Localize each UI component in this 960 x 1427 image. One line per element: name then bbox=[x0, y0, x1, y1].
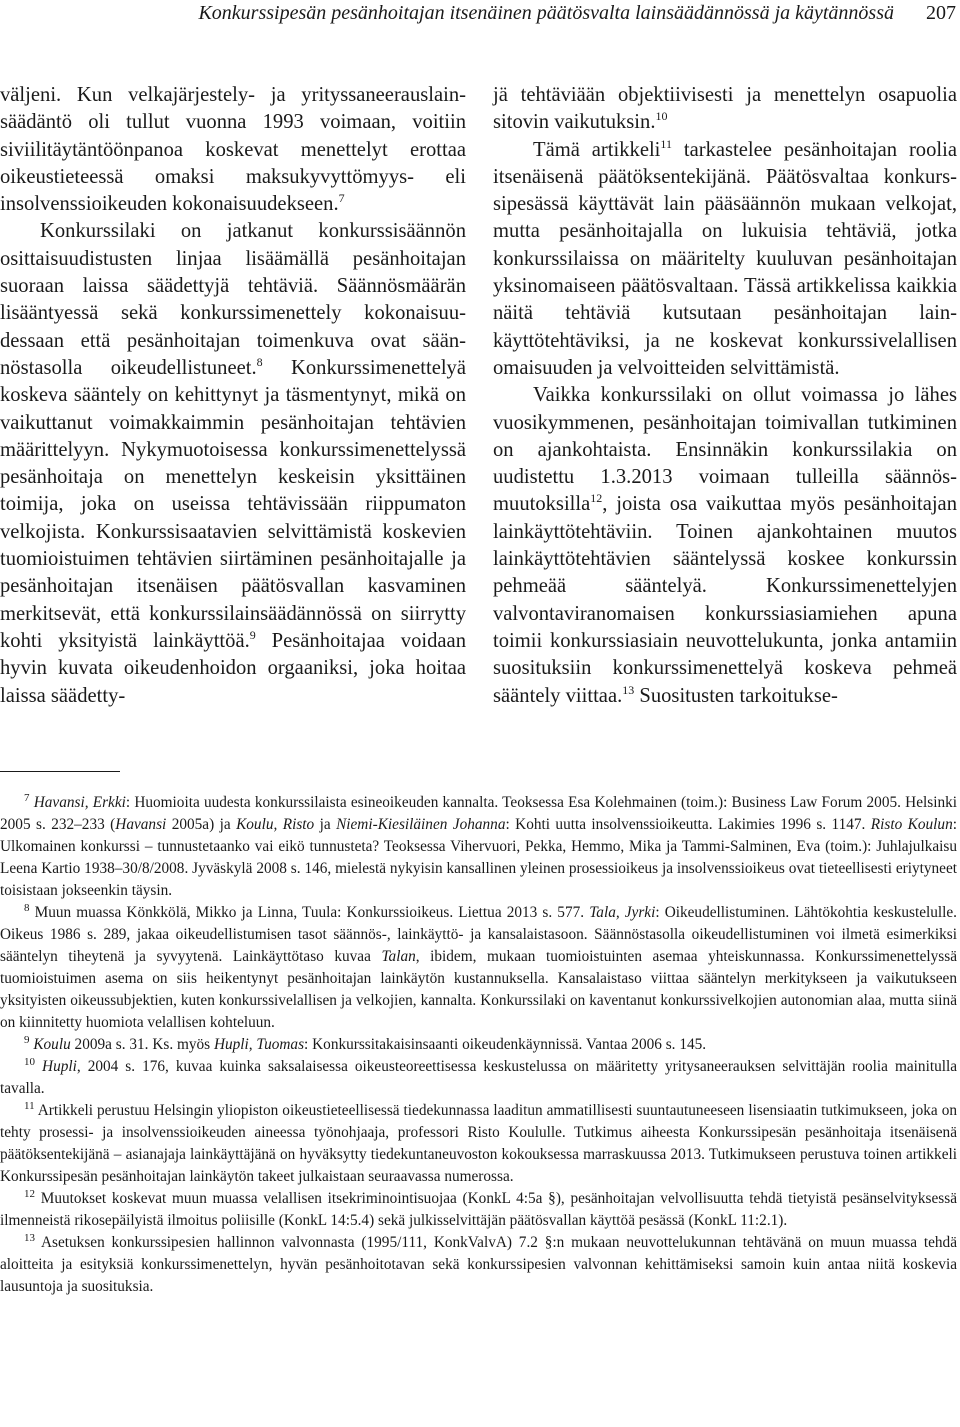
footnote-number: 7 bbox=[24, 792, 30, 804]
page-header bbox=[62, 0, 956, 36]
footnote-number: 13 bbox=[24, 1232, 35, 1244]
footnote-number: 8 bbox=[24, 902, 30, 914]
paragraph: väljeni. Kun velkajärjestely- ja yrityssaneerauslainsäädäntö oli tullut vuonna 1993 voimaan, voitiin siviilitäytäntöönpanoa koskevat menettelyt erottaa oikeustieteessä omaksi maksukyvyttömyys- eli insolvenssioikeuden kokonaisuudekseen.$^7$ bbox=[0, 84, 466, 216]
body-column-right bbox=[493, 82, 957, 710]
footnote-number: 9 bbox=[24, 1034, 30, 1046]
footnote-number: 12 bbox=[24, 1188, 35, 1200]
footnote-ref[interactable]: 13 bbox=[622, 682, 635, 697]
footnote-ref[interactable]: 12 bbox=[590, 491, 603, 506]
footnote-11: $^{11}$ Artikkeli perustuu Helsingin yliopiston oikeustieteellisessä tiedekunnassa laaditun ammatillisesti suuntautuneeseen lisensiaatin tutkimukseen, joka on tehty prosessi- ja insolvenssioikeuden aineessa työnohjaaja, professori Risto Koululle. Tutkimus aiheesta Konkurssipesän pesänhoitaja itsenäisenä päätöksentekijänä – asianajaja lainkäyttäjänä on hyväksytty tiedekuntaneuvoston kokouksessa marraskuussa 2013. Tutkimukseen perustuva toinen artikkeli Konkurssipesän pesänhoitajan lainkäytön takeet julkaistaan seuraavassa numerossa. bbox=[0, 1100, 957, 1185]
footnote-13: $^{13}$ Asetuksen konkurssipesien hallinnon valvonnasta (1995/111, KonkValvA) 7.2 §:n mukaan neuvottelukunnan tehtävänä on muun muassa tehdä aloitteita ja esityksiä konkurssimenettelyn, hyvän pesänhoitotavan sekä konkurssipesien valvonnan kehittämiseksi samoin kuin antaa niitä koskevia lausuntoja ja suosituksia. bbox=[0, 1232, 957, 1295]
footnote-number: 11 bbox=[24, 1100, 35, 1112]
footnote-7: $^7$ Havansi, Erkki: Huomioita uudesta konkurssilaista esineoikeuden kannalta. Teoksessa Esa Kolehmainen (toim.): Business Law Forum 2005. Helsinki 2005 s. 232–233 (Havansi 2005a) ja Koulu, Risto ja Niemi-Kiesiläinen Johanna: Kohti uutta insolvenssioikeutta. Lakimies 1996 s. 1147. Risto Koulun: Ulkomainen konkurssi – tunnustetaanko vai eikö tunnusteta? Teoksessa Vihervuori, Pekka, Hemmo, Mika ja Tammi-Salminen, Eva (toim.): Juhlajulkaisu Leena Kartio 1938–30/8/2008. Jyväskylä 2008 s. 146, mielestä nykyisin kansallinen yleinen prosessioikeus ja insolvenssioikeus ovat tieteellisesti eriytyneet toisistaan jokseenkin täysin. bbox=[0, 792, 957, 899]
footnote-ref[interactable]: 11 bbox=[660, 136, 672, 151]
footnote-8: $^8$ Muun muassa Könkkölä, Mikko ja Linna, Tuula: Konkurssioikeus. Liettua 2013 s. 577. Tala, Jyrki: Oikeudellistuminen. Lähtökohtia keskustelulle. Oikeus 1986 s. 289, jakaa oikeudellistumisen tasot säännös-, lainkäyttö- ja kansalaistasoon. Säännöstasolla oikeudellistuminen voi ilmetä esimerkiksi sääntelyn tiheytenä ja syvyytenä. Lainkäyttötaso kuvaa Talan, ibidem, mukaan tuomioistuinten asemaa yhteiskunnassa. Konkurssimenettelyssä tuomioistuimen asema on siis heikentynyt pesänhoitajan lainkäytön kustannuksella. Kansalaistaso viittaa sääntelyn merkitykseen ja vaikutukseen yksityisten oikeussubjektien, kuten konkurssivelallisen ja velkojien, kannalta. Konkurssilaki on kaventanut konkurssivelkojien autonomian alaa, mutta siinä on kiinnitetty huomiota velallisen kohteluun. bbox=[0, 902, 957, 1031]
body-column-left bbox=[0, 82, 466, 710]
footnote-ref[interactable]: 10 bbox=[655, 109, 668, 124]
footnote-ref[interactable]: 9 bbox=[249, 627, 256, 642]
footnote-ref[interactable]: 8 bbox=[256, 354, 263, 369]
footnote-12: $^{12}$ Muutokset koskevat muun muassa velallisen itsekriminointisuojaa (KonkL 4:5a §), pesänhoitajan velvollisuutta tehdä tietyistä pesänselvityksessä ilmenneistä rikosepäilyistä ilmoitus poliisille (KonkL 14:5.4) sekä julkisselvittäjän päätösvallan käyttöä pesässä (KonkL 11:2.1). bbox=[0, 1188, 957, 1229]
footnote-9: $^9$ Koulu 2009a s. 31. Ks. myös Hupli, Tuomas: Konkurssitakaisinsaanti oikeudenkäynnissä. Vantaa 2006 s. 145. bbox=[24, 1034, 707, 1053]
footnote-ref[interactable]: 7 bbox=[338, 191, 345, 206]
footnote-10: $^{10}$ Hupli, 2004 s. 176, kuvaa kuinka saksalaisessa oikeusteoreettisessa keskustelussa on määritetty yritysaneerauksen selvittäjän roolia mainitulla tavalla. bbox=[0, 1056, 958, 1097]
footnote-separator bbox=[0, 771, 120, 772]
paragraph: jä tehtäviään objektiivisesti ja menettelyn osapuolia sitovin vaikutuksin.$^{10}$ bbox=[493, 84, 957, 134]
page-number: 207 bbox=[926, 2, 956, 24]
paragraph: Konkurssilaki on jatkanut konkurssisäännön osittaisuudistusten linjaa lisäämällä pesänhoitajan suoraan laissa säädettyjä tehtäviä. Säännösmäärän lisääntyessä sekä konkurssimenettely kokonaisuudessaan että pesänhoitajan toimenkuva ovat säännöstasolla oikeudellistuneet.$^8$ Konkurssimenettelyä koskeva sääntely on kehittynyt ja täsmentynyt, mikä on vaikuttanut voimakkaimmin pesänhoitajan tehtävien määrittelyyn. Nykymuotoisessa konkurssimenettelyssä pesänhoitaja on menettelyn keskeisin yksittäinen toimija, joka on useissa tehtävissään riippumaton velkojista. Konkurssisaatavien selvittämistä koskevien tuomioistuimen tehtävien siirtäminen pesänhoitajalle ja pesänhoitajan itsenäisen päätösvallan kasvaminen merkitsevät, että konkurssilainsäädännössä on siirrytty kohti yksityistä lainkäyttöä.$^9$ Pesänhoitajaa voidaan hyvin kuvata oikeudenhoidon orgaaniksi, joka hoitaa laissa säädetty- bbox=[0, 220, 466, 707]
footnote-number: 10 bbox=[24, 1056, 35, 1068]
footnotes bbox=[0, 792, 957, 1298]
paragraph: Vaikka konkurssilaki on ollut voimassa jo lähes vuosikymmenen, pesänhoitajan toimivallan tutkiminen on ajankohtaista. Ensinnäkin konkurssilakia on uudistettu 1.3.2013 voimaan tulleilla säännösmuutoksilla$^{12}$, joista osa vaikuttaa myös pesänhoitajan lainkäyttötehtäviin. Toinen ajankohtainen muutos lainkäyttötehtävien sääntelyssä koskee konkurssin pehmeää sääntelyä. Konkurssimenettelyjen valvontaviranomaisen konkurssiasiamiehen apuna toimii konkurssiasiain neuvottelukunta, jonka antamiin suosituksiin konkurssimenettelyä koskeva pehmeä sääntely viittaa.$^{13}$ Suositusten tarkoitukse- bbox=[493, 384, 957, 707]
running-head: Konkurssipesän pesänhoitajan itsenäinen päätösvalta lainsäädännössä ja käytännössä bbox=[198, 2, 894, 24]
paragraph: Tämä artikkeli$^{11}$ tarkastelee pesänhoitajan roolia itsenäisenä päätöksentekijänä. Päätösvaltaa konkurssipesässä käyttävät lain pääsäännön mukaan velkojat, mutta pesänhoitajalla on lukuisia tehtäviä, jotka konkurssilaissa on määritelty kuuluvan pesänhoitajan yksinomaiseen päätösvaltaan. Tässä artikkelissa kaikkia näitä tehtäviä kutsutaan pesänhoitajan lainkäyttötehtäviksi, ja ne koskevat konkurssivelallisen omaisuuden ja velvoitteiden selvittämistä. bbox=[493, 136, 957, 379]
